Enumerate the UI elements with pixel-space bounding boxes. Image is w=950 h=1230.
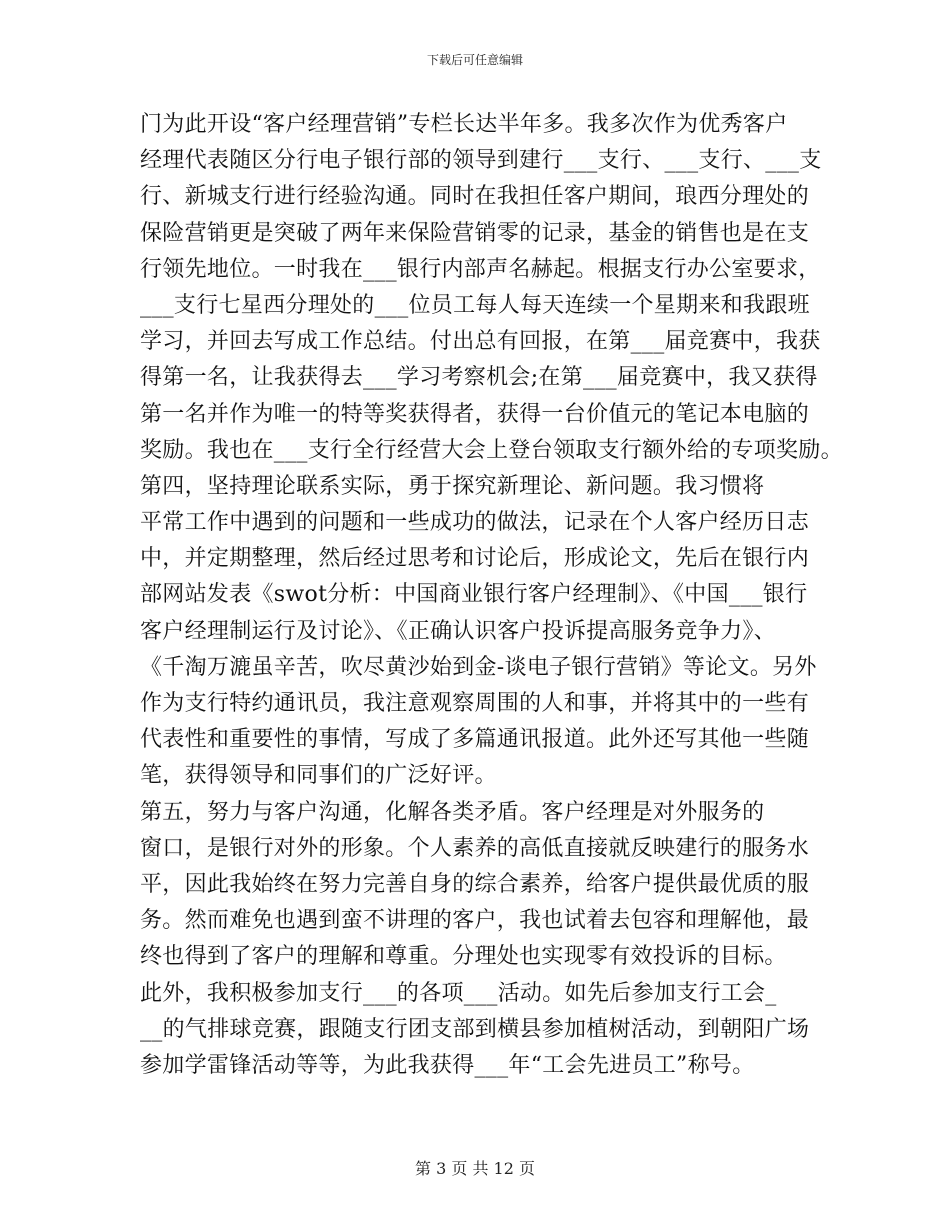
text-line: 《千淘万漉虽辛苦，吹尽黄沙始到金-谈电子银行营销》等论文。另外: [140, 654, 817, 680]
text-line: 窗口，是银行对外的形象。个人素养的高低直接就反映建行的服务水: [140, 835, 810, 861]
text-line: 门为此开设“客户经理营销”专栏长达半年多。我多次作为优秀客户: [140, 112, 788, 137]
text-line: 行、新城支行进行经验沟通。同时在我担任客户期间，琅西分理处的: [140, 184, 810, 210]
text-line: 客户经理制运行及讨论》、《正确认识客户投诉提高服务竞争力》、: [140, 618, 777, 644]
text-line: 行领先地位。一时我在___银行内部声名赫起。根据支行办公室要求，: [140, 256, 821, 282]
text-line: 保险营销更是突破了两年来保险营销零的记录，基金的销售也是在支: [140, 220, 810, 246]
text-line: 终也得到了客户的理解和尊重。分理处也实现零有效投诉的目标。: [140, 944, 787, 970]
text-line: 平常工作中遇到的问题和一些成功的做法，记录在个人客户经历日志: [140, 510, 810, 536]
text-line: 笔，获得领导和同事们的广泛好评。: [140, 763, 497, 789]
page-footer: 第 3 页 共 12 页: [415, 1159, 535, 1178]
text-line: 经理代表随区分行电子银行部的领导到建行___支行、___支行、___支: [140, 148, 822, 174]
text-line: ___支行七星西分理处的___位员工每人每天连续一个星期来和我跟班: [140, 292, 810, 318]
text-line: 参加学雷锋活动等等，为此我获得___年“工会先进员工”称号。: [140, 1052, 755, 1078]
text-line: 部网站发表《swot分析：中国商业银行客户经理制》、《中国___银行: [140, 582, 808, 608]
document-body: [140, 107, 843, 1084]
text-line: 代表性和重要性的事情，写成了多篇通讯报道。此外还写其他一些随: [140, 727, 810, 753]
text-line: 第四，坚持理论联系实际，勇于探究新理论、新问题。我习惯将: [140, 473, 765, 499]
text-line: __的气排球竞赛，跟随支行团支部到横县参加植树活动，到朝阳广场: [140, 1016, 810, 1042]
text-line: 作为支行特约通讯员，我注意观察周围的人和事，并将其中的一些有: [140, 691, 810, 716]
text-line: 平，因此我始终在努力完善自身的综合素养，给客户提供最优质的服: [140, 871, 810, 897]
text-line: 学习，并回去写成工作总结。付出总有回报，在第___届竞赛中，我获: [140, 329, 821, 355]
text-line: 中，并定期整理，然后经过思考和讨论后，形成论文，先后在银行内: [140, 546, 810, 572]
text-line: 务。然而难免也遇到蛮不讲理的客户，我也试着去包容和理解他，最: [140, 908, 810, 934]
text-line: 第一名并作为唯一的特等奖获得者，获得一台价值元的笔记本电脑的: [140, 401, 810, 427]
text-line: 此外，我积极参加支行___的各项___活动。如先后参加支行工会_: [140, 980, 777, 1006]
text-line: 得第一名，让我获得去___学习考察机会;在第___届竞赛中，我又获得: [140, 365, 818, 391]
text-line: 奖励。我也在___支行全行经营大会上登台领取支行额外给的专项奖励。: [140, 437, 843, 463]
page-header: 下载后可任意编辑: [426, 53, 523, 67]
text-line: 第五，努力与客户沟通，化解各类矛盾。客户经理是对外服务的: [140, 799, 765, 825]
